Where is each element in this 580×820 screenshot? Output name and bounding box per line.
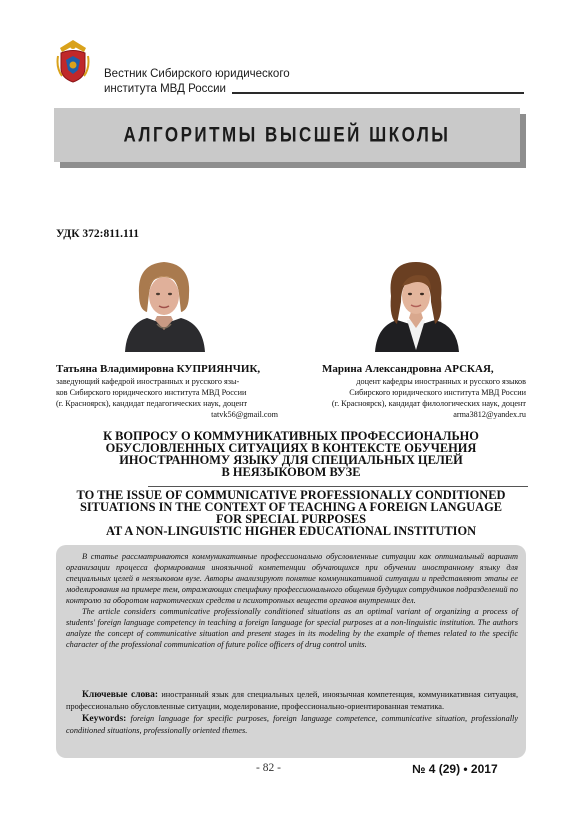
page-number: - 82 - [256,762,281,774]
title-line: В НЕЯЗЫКОВОМ ВУЗЕ [221,465,361,479]
author-name: Татьяна Владимировна КУПРИЯНЧИК, [56,363,261,375]
author-position-line: доцент кафедры иностранных и русского языков [356,377,526,386]
title-line: FOR SPECIAL PURPOSES [215,512,367,526]
abstract-ru: В статье рассматриваются коммуникативные профессионально обусловленные ситуации как оптимальный вариант организации процесса формирования иноязычной компетенции обучающихся при обучении иностранному языку для специальных целей в неязыковом вузе. Авторы анализируют понятие коммуникативной ситуации и представляют этапы ее моделирования на примере тем, отражающих специфику профессионального общения будущих сотрудников подразделений по контролю за оборотом наркотических средств и психотропных веществ органов внутренних дел. [66,552,518,605]
udk-code: УДК 372:811.111 [56,228,139,240]
journal-title-line1: Вестник Сибирского юридического [104,68,290,80]
section-title: АЛГОРИТМЫ ВЫСШЕЙ ШКОЛЫ [123,122,451,147]
title-line: ОБУСЛОВЛЕННЫХ СИТУАЦИЯХ В КОНТЕКСТЕ ОБУЧЕНИЯ [105,441,477,455]
keywords-en-label: Keywords: [82,714,127,724]
title-divider [148,486,528,487]
article-title-en [56,489,526,537]
author-position-line: (г. Красноярск), кандидат филологических наук, доцент [331,399,526,408]
journal-title-line2: института МВД России [104,83,226,95]
header-rule [232,92,524,94]
author-photo-kupriyanchik [117,254,212,352]
abstract-en: The article considers communicative professionally conditioned situations as an optimal variant of organizing a process of students' foreign language competency in teaching a foreign language for special purposes at a non-linguistic institution. The authors analyze the concept of communicative situation and present stages in its modeling by the example of themes related to the specific character of the professional communication of future police officers of drug control units. [66,607,518,649]
title-line: AT A NON-LINGUISTIC HIGHER EDUCATIONAL INSTITUTION [105,524,477,538]
article-title-ru [56,430,526,478]
author-name: Марина Александровна АРСКАЯ, [322,363,494,375]
author-position-line: (г. Красноярск), кандидат педагогических наук, доцент [56,399,248,408]
author-block-2 [300,362,526,420]
author-email[interactable]: tatvk56@gmail.com [211,410,278,419]
title-line: TO THE ISSUE OF COMMUNICATIVE PROFESSIONALLY CONDITIONED [76,488,506,502]
author-position-line: заведующий кафедрой иностранных и русского язы- [56,377,240,386]
author-position-line: Сибирского юридического института МВД России [349,388,526,397]
keywords-block [66,689,518,737]
abstract-text [66,551,518,650]
title-line: SITUATIONS IN THE CONTEXT OF TEACHING A FOREIGN LANGUAGE [79,500,503,514]
mvd-emblem-icon [56,38,90,84]
author-position-line: ков Сибирского юридического института МВД России [56,388,247,397]
author-block-1 [56,362,278,420]
author-photo-arskaya [369,254,464,352]
keywords-ru-label: Ключевые слова: [82,690,159,700]
author-email[interactable]: arma3812@yandex.ru [453,410,526,419]
issue-label: № 4 (29) • 2017 [412,762,498,776]
title-line: К ВОПРОСУ О КОММУНИКАТИВНЫХ ПРОФЕССИОНАЛЬНО [103,429,479,443]
title-line: ИНОСТРАННОМУ ЯЗЫКУ ДЛЯ СПЕЦИАЛЬНЫХ ЦЕЛЕЙ [119,453,463,467]
keywords-ru-text: иностранный язык для специальных целей, иноязычная компетенция, коммуникативная ситуация, профессионально обусловленные ситуации, моделирование, профессионально-ориентированная тематика. [66,690,519,711]
keywords-en-text: foreign language for specific purposes, foreign language competence, communicative situation, professionally conditioned situations, professionally oriented themes. [66,714,519,735]
